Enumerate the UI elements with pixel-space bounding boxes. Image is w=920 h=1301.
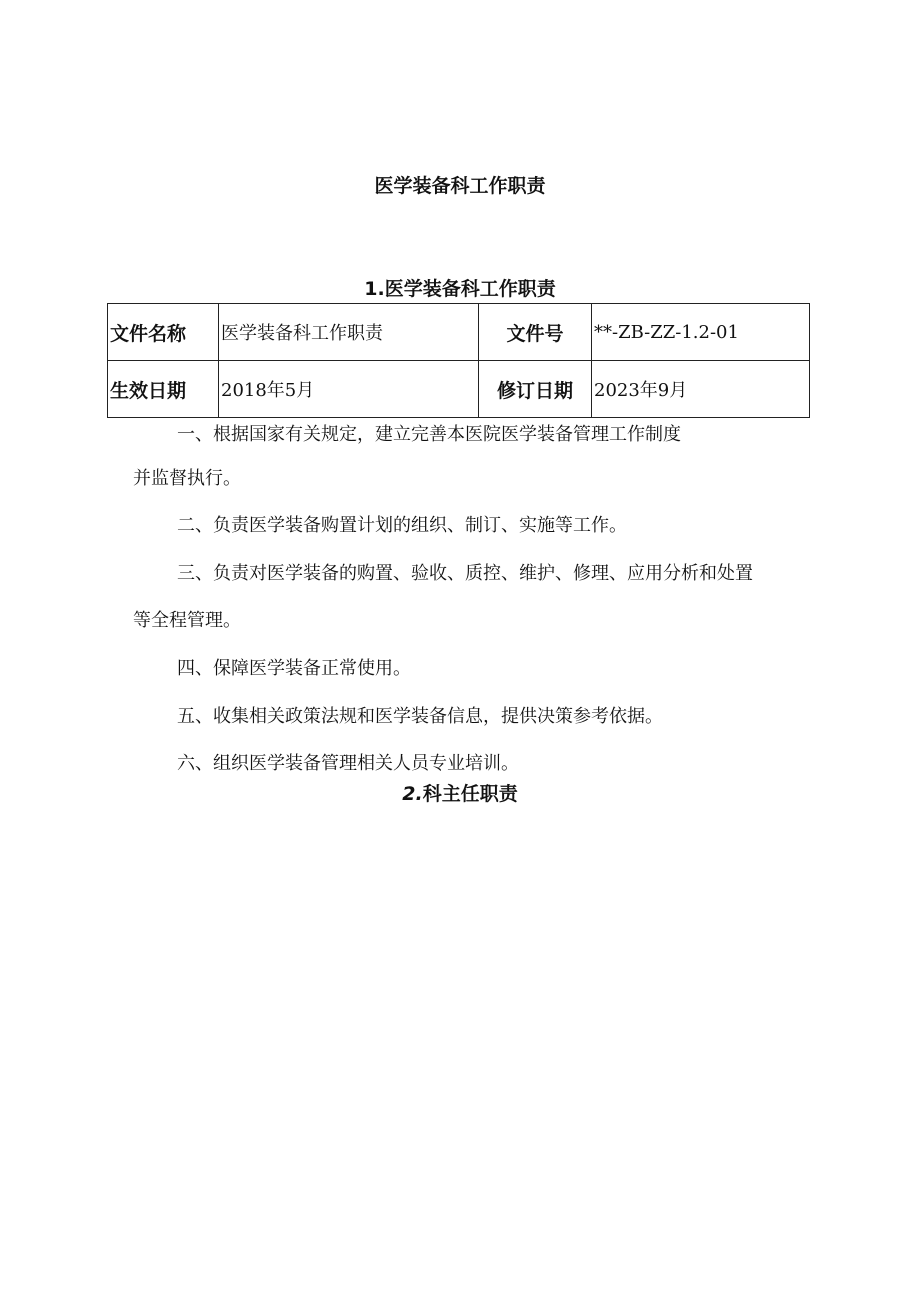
duty-6: 六、组织医学装备管理相关人员专业培训。 <box>177 753 519 774</box>
table-row <box>108 304 810 361</box>
file-number-value: **-ZB-ZZ-1.2-01 <box>592 304 810 361</box>
duty-3-line-2: 等全程管理。 <box>133 610 241 631</box>
duty-1-line-2: 并监督执行。 <box>133 468 241 489</box>
file-number-label: 文件号 <box>479 304 592 361</box>
document-info-table <box>107 303 810 418</box>
section-1-heading: 1.医学装备科工作职责 <box>364 278 556 300</box>
file-name-label: 文件名称 <box>108 304 219 361</box>
effective-date-value: 2018年5月 <box>219 361 479 418</box>
table-row <box>108 361 810 418</box>
page-title: 医学装备科工作职责 <box>374 175 546 197</box>
revision-date-value: 2023年9月 <box>592 361 810 418</box>
section-2-heading <box>0 780 920 808</box>
file-name-value: 医学装备科工作职责 <box>219 304 479 361</box>
effective-date-label: 生效日期 <box>108 361 219 418</box>
revision-date-label: 修订日期 <box>479 361 592 418</box>
duty-5: 五、收集相关政策法规和医学装备信息，提供决策参考依据。 <box>177 706 663 727</box>
section-2-number: 2. <box>402 783 423 805</box>
duty-2: 二、负责医学装备购置计划的组织、制订、实施等工作。 <box>177 515 627 536</box>
section-2-title: 科主任职责 <box>422 783 518 805</box>
duty-4: 四、保障医学装备正常使用。 <box>177 658 411 679</box>
duty-1-line-1: 一、根据国家有关规定，建立完善本医院医学装备管理工作制度 <box>177 424 681 445</box>
duty-3-line-1: 三、负责对医学装备的购置、验收、质控、维护、修理、应用分析和处置 <box>177 563 753 584</box>
